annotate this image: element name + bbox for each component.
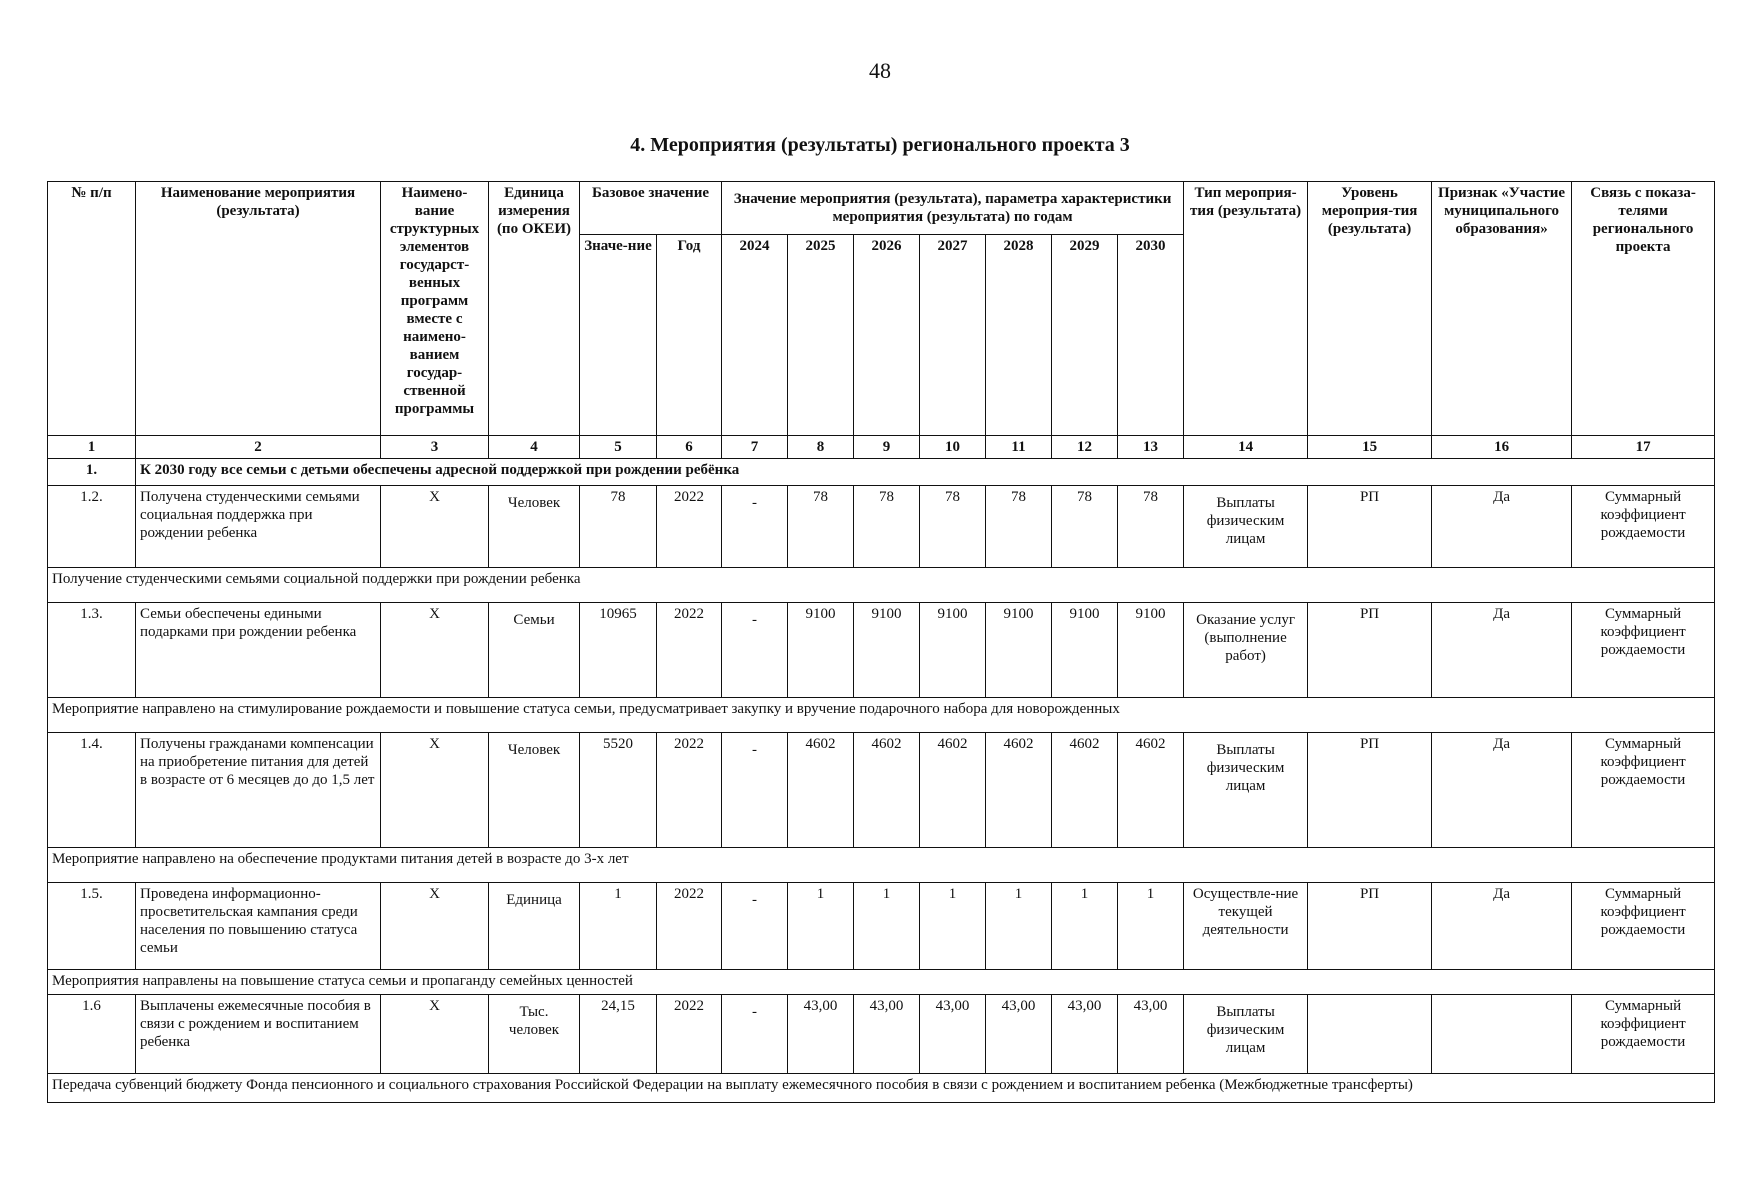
row-level — [1308, 995, 1432, 1074]
row-y2029: 4602 — [1052, 733, 1118, 848]
row-base-value: 5520 — [580, 733, 657, 848]
row-y2027: 9100 — [920, 603, 986, 698]
row-link: Суммарный коэффициент рождаемости — [1572, 883, 1715, 970]
row-unit: Человек — [489, 486, 580, 568]
activities-table — [47, 181, 1715, 1103]
row-type: Оказание услуг (выполнение работ) — [1184, 603, 1308, 698]
row-y2025: 78 — [788, 486, 854, 568]
row-y2024: - — [722, 733, 788, 848]
column-number: 12 — [1052, 436, 1118, 459]
row-unit: Человек — [489, 733, 580, 848]
column-number: 16 — [1432, 436, 1572, 459]
header-base: Базовое значение — [580, 182, 722, 235]
column-number-row — [48, 436, 1715, 459]
row-description: Мероприятие направлено на обеспечение продуктами питания детей в возрасте до 3-х лет — [48, 848, 1715, 883]
row-base-year: 2022 — [657, 883, 722, 970]
header-level: Уровень мероприя-тия (результата) — [1308, 182, 1432, 436]
column-number: 4 — [489, 436, 580, 459]
section-title: 4. Мероприятия (результаты) регионального проекта 3 — [630, 134, 1130, 156]
row-base-year: 2022 — [657, 733, 722, 848]
row-y2027: 43,00 — [920, 995, 986, 1074]
row-y2028: 43,00 — [986, 995, 1052, 1074]
row-type: Выплаты физическим лицам — [1184, 995, 1308, 1074]
row-y2028: 9100 — [986, 603, 1052, 698]
row-type: Выплаты физическим лицам — [1184, 486, 1308, 568]
row-link: Суммарный коэффициент рождаемости — [1572, 733, 1715, 848]
header-struct: Наимено-вание структурных элементов государст-венных программ вместе с наимено-ванием государ-ственной программы — [381, 182, 489, 436]
row-num: 1.5. — [48, 883, 136, 970]
row-y2030: 9100 — [1118, 603, 1184, 698]
row-name: Получены гражданами компенсации на приобретение питания для детей в возрасте от 6 месяцев до до 1,5 лет — [136, 733, 381, 848]
description-row — [48, 970, 1715, 995]
row-struct: X — [381, 603, 489, 698]
table-row — [48, 995, 1715, 1074]
row-description: Передача субвенций бюджету Фонда пенсионного и социального страхования Российской Федерации на выплату ежемесячного пособия в связи с рождением и воспитанием ребенка (Межбюджетные трансферты) — [48, 1074, 1715, 1103]
row-y2028: 78 — [986, 486, 1052, 568]
description-row — [48, 1074, 1715, 1103]
column-number: 13 — [1118, 436, 1184, 459]
row-y2030: 43,00 — [1118, 995, 1184, 1074]
column-number: 2 — [136, 436, 381, 459]
row-y2026: 1 — [854, 883, 920, 970]
row-municipal: Да — [1432, 486, 1572, 568]
column-number: 3 — [381, 436, 489, 459]
row-unit: Семьи — [489, 603, 580, 698]
row-y2027: 78 — [920, 486, 986, 568]
row-y2029: 43,00 — [1052, 995, 1118, 1074]
header-municipal: Признак «Участие муниципального образования» — [1432, 182, 1572, 436]
row-base-year: 2022 — [657, 603, 722, 698]
row-base-value: 1 — [580, 883, 657, 970]
header-base-value: Значе-ние — [580, 235, 657, 436]
header-year-2030: 2030 — [1118, 235, 1184, 436]
row-description: Мероприятия направлены на повышение статуса семьи и пропаганду семейных ценностей — [48, 970, 1715, 995]
row-y2030: 4602 — [1118, 733, 1184, 848]
row-y2024: - — [722, 883, 788, 970]
row-municipal: Да — [1432, 733, 1572, 848]
description-row — [48, 698, 1715, 733]
table-row — [48, 486, 1715, 568]
row-y2024: - — [722, 603, 788, 698]
row-y2028: 1 — [986, 883, 1052, 970]
row-y2030: 78 — [1118, 486, 1184, 568]
header-base-year: Год — [657, 235, 722, 436]
description-row — [48, 568, 1715, 603]
row-level: РП — [1308, 603, 1432, 698]
row-name: Семьи обеспечены едиными подарками при рождении ребенка — [136, 603, 381, 698]
goal-row — [48, 459, 1715, 486]
row-y2028: 4602 — [986, 733, 1052, 848]
column-number: 1 — [48, 436, 136, 459]
column-number: 9 — [854, 436, 920, 459]
row-description: Получение студенческими семьями социальной поддержки при рождении ребенка — [48, 568, 1715, 603]
row-name: Выплачены ежемесячные пособия в связи с рождением и воспитанием ребенка — [136, 995, 381, 1074]
column-number: 15 — [1308, 436, 1432, 459]
row-y2025: 4602 — [788, 733, 854, 848]
header-year-2029: 2029 — [1052, 235, 1118, 436]
row-y2029: 1 — [1052, 883, 1118, 970]
row-type: Выплаты физическим лицам — [1184, 733, 1308, 848]
row-base-value: 10965 — [580, 603, 657, 698]
row-num: 1.2. — [48, 486, 136, 568]
row-link: Суммарный коэффициент рождаемости — [1572, 995, 1715, 1074]
header-link: Связь с показа-телями регионального проекта — [1572, 182, 1715, 436]
row-level: РП — [1308, 883, 1432, 970]
row-type: Осуществле-ние текущей деятельности — [1184, 883, 1308, 970]
row-name: Получена студенческими семьями социальная поддержка при рождении ребенка — [136, 486, 381, 568]
row-link: Суммарный коэффициент рождаемости — [1572, 603, 1715, 698]
row-base-value: 78 — [580, 486, 657, 568]
header-year-2024: 2024 — [722, 235, 788, 436]
row-struct: X — [381, 995, 489, 1074]
row-base-year: 2022 — [657, 995, 722, 1074]
row-y2026: 78 — [854, 486, 920, 568]
row-struct: X — [381, 486, 489, 568]
goal-text: К 2030 году все семьи с детьми обеспечены адресной поддержкой при рождении ребёнка — [136, 459, 1715, 486]
row-level: РП — [1308, 486, 1432, 568]
row-y2030: 1 — [1118, 883, 1184, 970]
goal-num: 1. — [48, 459, 136, 486]
row-y2024: - — [722, 995, 788, 1074]
row-y2029: 9100 — [1052, 603, 1118, 698]
row-description: Мероприятие направлено на стимулирование рождаемости и повышение статуса семьи, предусматривает закупку и вручение подарочного набора для новорожденных — [48, 698, 1715, 733]
row-struct: X — [381, 733, 489, 848]
description-row — [48, 848, 1715, 883]
column-number: 5 — [580, 436, 657, 459]
row-link: Суммарный коэффициент рождаемости — [1572, 486, 1715, 568]
header-year-2026: 2026 — [854, 235, 920, 436]
table-row — [48, 733, 1715, 848]
row-y2026: 4602 — [854, 733, 920, 848]
row-y2025: 9100 — [788, 603, 854, 698]
row-unit: Единица — [489, 883, 580, 970]
row-num: 1.6 — [48, 995, 136, 1074]
row-y2025: 43,00 — [788, 995, 854, 1074]
row-y2026: 43,00 — [854, 995, 920, 1074]
column-number: 8 — [788, 436, 854, 459]
row-num: 1.3. — [48, 603, 136, 698]
header-unit: Единица измерения (по ОКЕИ) — [489, 182, 580, 436]
row-y2024: - — [722, 486, 788, 568]
column-number: 10 — [920, 436, 986, 459]
row-struct: X — [381, 883, 489, 970]
page-number: 48 — [869, 58, 891, 83]
column-number: 17 — [1572, 436, 1715, 459]
table-row — [48, 883, 1715, 970]
header-num: № п/п — [48, 182, 136, 436]
row-base-value: 24,15 — [580, 995, 657, 1074]
column-number: 14 — [1184, 436, 1308, 459]
header-row — [48, 182, 1715, 235]
header-year-2027: 2027 — [920, 235, 986, 436]
row-level: РП — [1308, 733, 1432, 848]
column-number: 11 — [986, 436, 1052, 459]
header-type: Тип мероприя-тия (результата) — [1184, 182, 1308, 436]
row-y2025: 1 — [788, 883, 854, 970]
row-municipal: Да — [1432, 883, 1572, 970]
header-year-2025: 2025 — [788, 235, 854, 436]
row-y2026: 9100 — [854, 603, 920, 698]
header-year-2028: 2028 — [986, 235, 1052, 436]
row-base-year: 2022 — [657, 486, 722, 568]
column-number: 6 — [657, 436, 722, 459]
row-municipal: Да — [1432, 603, 1572, 698]
row-y2029: 78 — [1052, 486, 1118, 568]
row-y2027: 1 — [920, 883, 986, 970]
column-number: 7 — [722, 436, 788, 459]
header-name: Наименование мероприятия (результата) — [136, 182, 381, 436]
row-y2027: 4602 — [920, 733, 986, 848]
table-row — [48, 603, 1715, 698]
header-values-by-year: Значение мероприятия (результата), параметра характеристики мероприятия (результата) по годам — [722, 182, 1184, 235]
row-unit: Тыс. человек — [489, 995, 580, 1074]
row-name: Проведена информационно-просветительская кампания среди населения по повышению статуса семьи — [136, 883, 381, 970]
row-num: 1.4. — [48, 733, 136, 848]
row-municipal — [1432, 995, 1572, 1074]
